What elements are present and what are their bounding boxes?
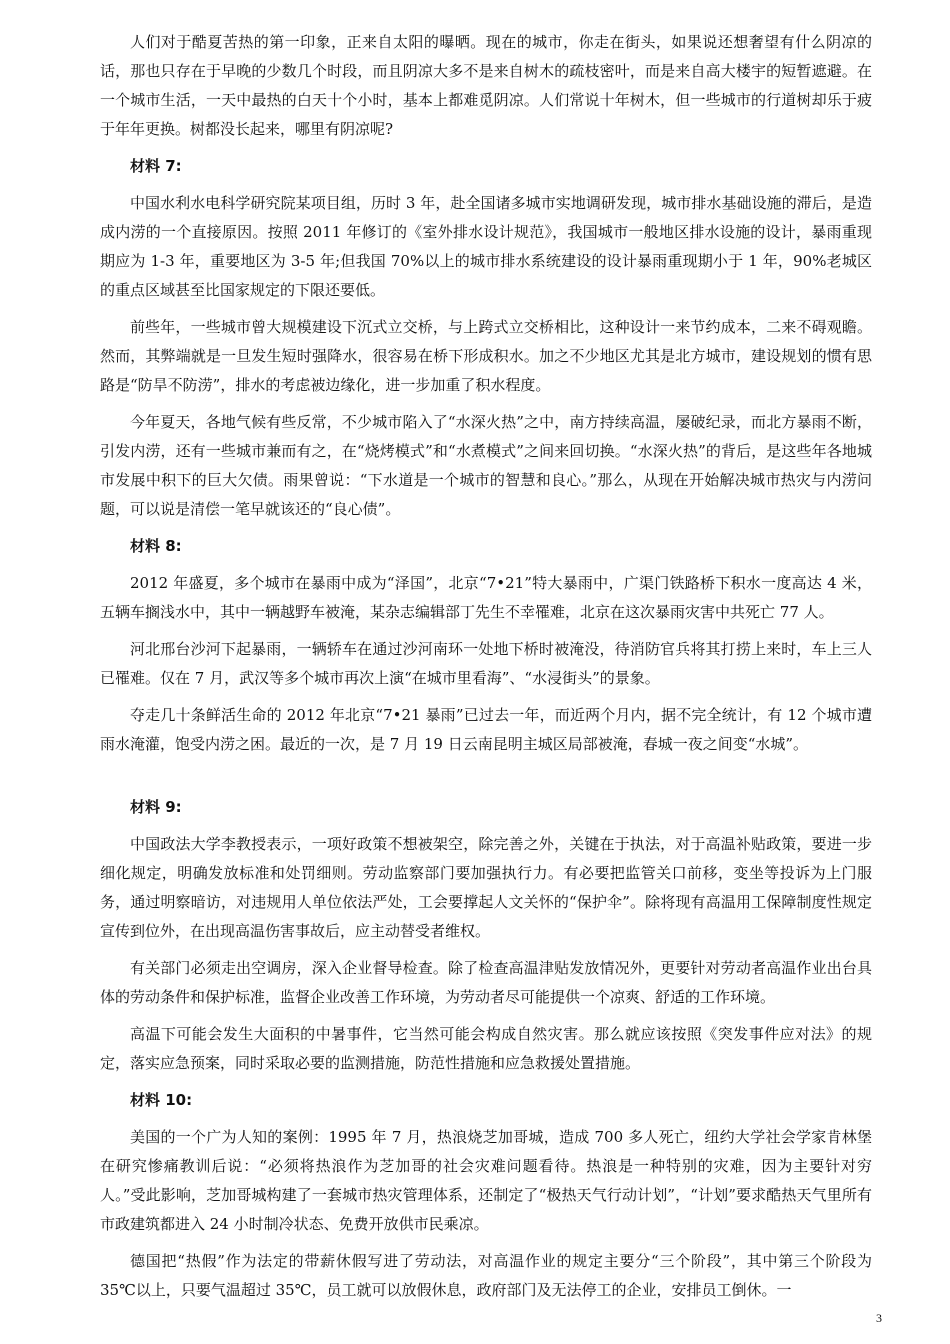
paragraph: 有关部门必须走出空调房，深入企业督导检查。除了检查高温津贴发放情况外，更要针对劳动者高温作业出台具体的劳动条件和保护标准，监督企业改善工作环境，为劳动者尽可能提供一个凉爽、舒适的工作环境。	[100, 959, 872, 1006]
paragraph: 2012 年盛夏，多个城市在暴雨中成为“泽国”，北京“7•21”特大暴雨中，广渠门铁路桥下积水一度高达 4 米，五辆车搁浅水中，其中一辆越野车被淹，某杂志编辑部丁先生不幸罹难，北京在这次暴雨灾害中共死亡 77 人。	[100, 574, 872, 621]
paragraph: 德国把“热假”作为法定的带薪休假写进了劳动法，对高温作业的规定主要分“三个阶段”，其中第三个阶段为 35℃以上，只要气温超过 35℃，员工就可以放假休息，政府部门及无法停工的企业，安排员工倒休。一	[100, 1252, 872, 1299]
paragraph: 中国政法大学李教授表示，一项好政策不想被架空，除完善之外，关键在于执法，对于高温补贴政策，要进一步细化规定，明确发放标准和处罚细则。劳动监察部门要加强执行力。有必要把监管关口前移，变坐等投诉为上门服务，通过明察暗访，对违规用人单位依法严处，工会要撑起人文关怀的“保护伞”。除将现有高温用工保障制度性规定宣传到位外，在出现高温伤害事故后，应主动替受者维权。	[100, 835, 872, 940]
paragraph: 高温下可能会发生大面积的中暑事件，它当然可能会构成自然灾害。那么就应该按照《突发事件应对法》的规定，落实应急预案，同时采取必要的监测措施，防范性措施和应急救援处置措施。	[100, 1025, 872, 1072]
section-heading: 材料 9:	[130, 798, 182, 816]
page-number: 3	[876, 1311, 882, 1325]
document-body	[100, 28, 872, 1313]
paragraph: 人们对于酷夏苦热的第一印象，正来自太阳的曝晒。现在的城市，你走在街头，如果说还想奢望有什么阴凉的话，那也只存在于早晚的少数几个时段，而且阴凉大多不是来自树木的疏枝密叶，而是来自高大楼宇的短暂遮避。在一个城市生活，一天中最热的白天十个小时，基本上都难觅阴凉。人们常说十年树木，但一些城市的行道树却乐于疲于年年更换。树都没长起来，哪里有阴凉呢?	[100, 33, 872, 138]
section-heading: 材料 10:	[130, 1091, 193, 1109]
section-heading: 材料 8:	[130, 537, 182, 555]
paragraph: 今年夏天，各地气候有些反常，不少城市陷入了“水深火热”之中，南方持续高温，屡破纪录，而北方暴雨不断，引发内涝，还有一些城市兼而有之，在“烧烤模式”和“水煮模式”之间来回切换。“水深火热”的背后，是这些年各地城市发展中积下的巨大欠债。雨果曾说：“下水道是一个城市的智慧和良心。”那么，从现在开始解决城市热灾与内涝问题，可以说是清偿一笔早就该还的“良心债”。	[100, 413, 872, 518]
paragraph: 美国的一个广为人知的案例：1995 年 7 月，热浪烧芝加哥城，造成 700 多人死亡，纽约大学社会学家肯林堡在研究惨痛教训后说：“必须将热浪作为芝加哥的社会灾难问题看待。热浪是一种特别的灾难，因为主要针对穷人。”受此影响，芝加哥城构建了一套城市热灾管理体系，还制定了“极热天气行动计划”，“计划”要求酷热天气里所有市政建筑都进入 24 小时制冷状态、免费开放供市民乘凉。	[100, 1128, 872, 1233]
paragraph: 中国水利水电科学研究院某项目组，历时 3 年，赴全国诸多城市实地调研发现，城市排水基础设施的滞后，是造成内涝的一个直接原因。按照 2011 年修订的《室外排水设计规范》，我国城市一般地区排水设施的设计，暴雨重现期应为 1-3 年，重要地区为 3-5 年;但我国 70%以上的城市排水系统建设的设计暴雨重现期小于 1 年，90%老城区的重点区域甚至比国家规定的下限还要低。	[100, 194, 872, 299]
section-heading: 材料 7:	[130, 157, 182, 175]
paragraph: 河北邢台沙河下起暴雨，一辆轿车在通过沙河南环一处地下桥时被淹没，待消防官兵将其打捞上来时，车上三人已罹难。仅在 7 月，武汉等多个城市再次上演“在城市里看海”、“水浸街头”的景象。	[100, 640, 872, 687]
paragraph: 前些年，一些城市曾大规模建设下沉式立交桥，与上跨式立交桥相比，这种设计一来节约成本，二来不碍观瞻。然而，其弊端就是一旦发生短时强降水，很容易在桥下形成积水。加之不少地区尤其是北方城市，建设规划的惯有思路是“防旱不防涝”，排水的考虑被边缘化，进一步加重了积水程度。	[100, 318, 872, 394]
paragraph: 夺走几十条鲜活生命的 2012 年北京“7•21 暴雨”已过去一年，而近两个月内，据不完全统计，有 12 个城市遭雨水淹灌，饱受内涝之困。最近的一次，是 7 月 19 日云南昆明主城区局部被淹，春城一夜之间变“水城”。	[100, 706, 872, 753]
